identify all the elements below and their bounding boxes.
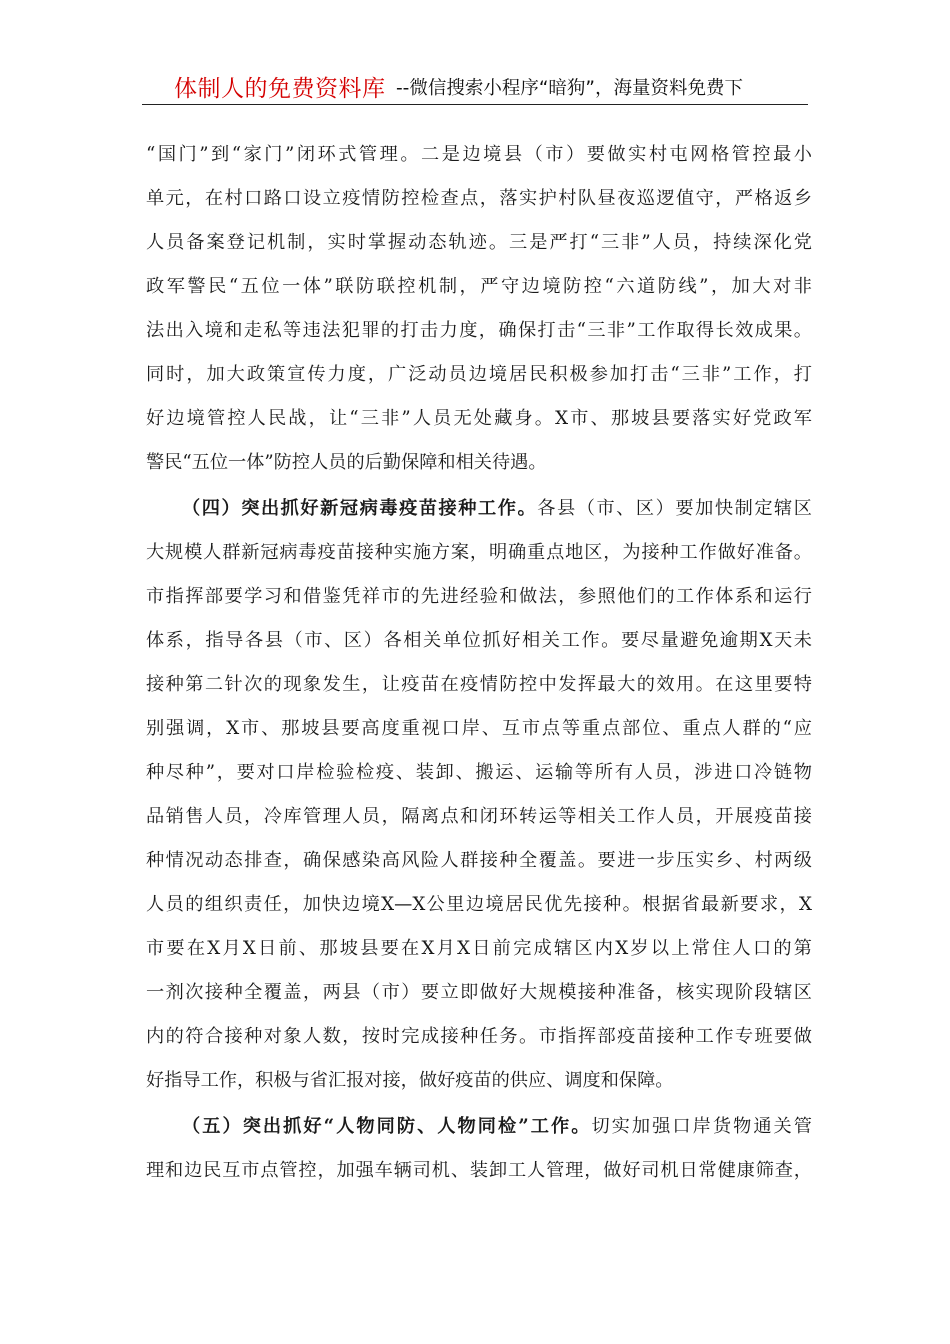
paragraph-people-goods — [146, 1105, 812, 1193]
text-run: 切实加强口岸货物通关管 — [591, 1116, 812, 1137]
text-line: 一剂次接种全覆盖，两县（市）要立即做好大规模接种准备，核实现阶段辖区 — [146, 982, 812, 1003]
text-line: 人员的组织责任，加快边境X—X公里边境居民优先接种。根据省最新要求，X — [146, 894, 812, 915]
header-tagline: --微信搜索小程序“暗狗”，海量资料免费下 — [396, 78, 744, 99]
text-line: 大规模人群新冠病毒疫苗接种实施方案，明确重点地区，为接种工作做好准备。 — [146, 542, 812, 563]
text-line: 人员备案登记机制，实时掌握动态轨迹。三是严打“三非”人员，持续深化党 — [146, 232, 812, 253]
page-header — [142, 68, 808, 105]
text-line: 市要在X月X日前、那坡县要在X月X日前完成辖区内X岁以上常住人口的第 — [146, 938, 812, 959]
paragraph-border-control — [146, 133, 812, 485]
text-line: 政军警民“五位一体”联防联控机制，严守边境防控“六道防线”，加大对非 — [146, 276, 812, 297]
text-line: 好边境管控人民战，让“三非”人员无处藏身。X市、那坡县要落实好党政军 — [146, 408, 812, 429]
text-line: 种尽种”，要对口岸检验检疫、装卸、搬运、运输等所有人员，涉进口冷链物 — [146, 762, 812, 783]
text-line — [146, 1105, 812, 1149]
text-line: 市指挥部要学习和借鉴凭祥市的先进经验和做法，参照他们的工作体系和运行 — [146, 586, 812, 607]
text-line: 法出入境和走私等违法犯罪的打击力度，确保打击“三非”工作取得长效成果。 — [146, 320, 812, 341]
section-heading-5: （五）突出抓好“人物同防、人物同检”工作。 — [182, 1116, 592, 1137]
text-line: 别强调，X市、那坡县要高度重视口岸、互市点等重点部位、重点人群的“应 — [146, 718, 812, 739]
text-line: 种情况动态排查，确保感染高风险人群接种全覆盖。要进一步压实乡、村两级 — [146, 850, 812, 871]
text-line: 警民“五位一体”防控人员的后勤保障和相关待遇。 — [146, 452, 547, 473]
paragraph-vaccination — [146, 487, 812, 1103]
text-line — [146, 487, 812, 531]
text-line: 内的符合接种对象人数，按时完成接种任务。市指挥部疫苗接种工作专班要做 — [146, 1026, 812, 1047]
section-heading-4: （四）突出抓好新冠病毒疫苗接种工作。 — [182, 498, 538, 519]
text-line: “国门”到“家门”闭环式管理。二是边境县（市）要做实村屯网格管控最小 — [146, 144, 812, 165]
text-line: 体系，指导各县（市、区）各相关单位抓好相关工作。要尽量避免逾期X天未 — [146, 630, 812, 651]
text-line: 好指导工作，积极与省汇报对接，做好疫苗的供应、调度和保障。 — [146, 1070, 674, 1091]
text-line: 品销售人员，冷库管理人员，隔离点和闭环转运等相关工作人员，开展疫苗接 — [146, 806, 812, 827]
text-line: 同时，加大政策宣传力度，广泛动员边境居民积极参加打击“三非”工作，打 — [146, 364, 812, 385]
text-line: 接种第二针次的现象发生，让疫苗在疫情防控中发挥最大的效用。在这里要特 — [146, 674, 812, 695]
text-line: 单元，在村口路口设立疫情防控检查点，落实护村队昼夜巡逻值守，严格返乡 — [146, 188, 812, 209]
text-line: 理和边民互市点管控，加强车辆司机、装卸工人管理，做好司机日常健康筛查， — [146, 1160, 812, 1181]
text-run: 各县（市、区）要加快制定辖区 — [537, 498, 812, 519]
header-brand: 体制人的免费资料库 — [174, 76, 386, 102]
document-body — [146, 133, 812, 1193]
